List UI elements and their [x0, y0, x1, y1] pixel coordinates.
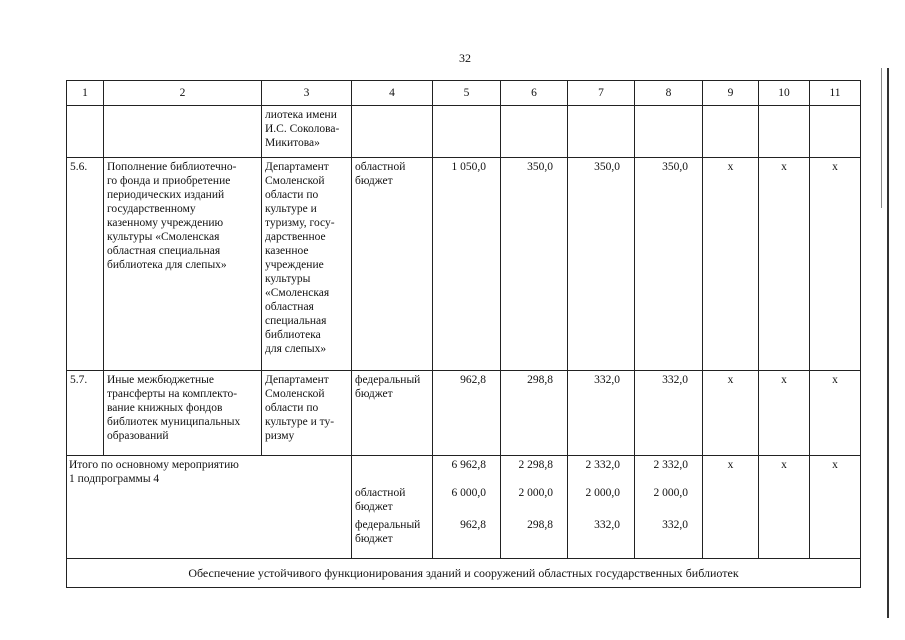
header-cell: 2 [104, 81, 262, 106]
header-cell: 7 [568, 81, 635, 106]
value-cell: 1 050,0 [433, 158, 501, 371]
value-cell: х [703, 158, 759, 371]
header-cell: 4 [352, 81, 433, 106]
total-row [67, 456, 861, 559]
total-label: Итого по основному мероприятию 1 подпрограммы 4 [67, 456, 352, 559]
row-number: 5.7. [67, 371, 104, 456]
header-row [67, 81, 861, 106]
value-cell: 298,8 [501, 371, 568, 456]
header-cell: 11 [810, 81, 861, 106]
measure-name: Иные межбюджетные трансферты на комплекто- вание книжных фондов библиотек муниципальных образований [104, 371, 262, 456]
value-cell: 332,0 [635, 371, 703, 456]
table-row [67, 158, 861, 371]
value-cell: х [810, 456, 861, 559]
continued-row [67, 106, 861, 158]
value-cell: х [703, 456, 759, 559]
value-cell: х [810, 371, 861, 456]
funding-source: федеральный бюджет [352, 371, 433, 456]
value-cell: х [759, 158, 810, 371]
value-cell: 332,0 [568, 371, 635, 456]
section-title: Обеспечение устойчивого функционирования зданий и сооружений областных государственных библиотек [67, 559, 861, 588]
scan-edge-line [881, 68, 882, 208]
value-cell: 2 332,0 2 000,0 332,0 [635, 456, 703, 559]
table-row [67, 371, 861, 456]
value-cell: 2 298,8 2 000,0 298,8 [501, 456, 568, 559]
header-cell: 6 [501, 81, 568, 106]
value-cell: х [703, 371, 759, 456]
value-cell: 350,0 [635, 158, 703, 371]
funding-source: областной бюджет федеральный бюджет [352, 456, 433, 559]
value-cell: х [759, 456, 810, 559]
value-cell: 6 962,8 6 000,0 962,8 [433, 456, 501, 559]
header-cell: 1 [67, 81, 104, 106]
value-cell: 2 332,0 2 000,0 332,0 [568, 456, 635, 559]
header-cell: 5 [433, 81, 501, 106]
page-number: 32 [459, 51, 471, 65]
budget-table [66, 80, 861, 588]
value-cell: 350,0 [568, 158, 635, 371]
value-cell: 962,8 [433, 371, 501, 456]
scan-edge-line [887, 68, 889, 618]
value-cell: х [759, 371, 810, 456]
header-cell: 9 [703, 81, 759, 106]
header-cell: 10 [759, 81, 810, 106]
measure-name: Пополнение библиотечно- го фонда и приобретение периодических изданий государственному казенному учреждению культуры «Смоленская областная специальная библиотека для слепых» [104, 158, 262, 371]
executor-cell: лиотека имени И.С. Соколова- Микитова» [262, 106, 352, 158]
executor-cell: Департамент Смоленской области по культуре и туризму, госу- дарственное казенное учреждение культуры «Смоленская областная специальная библиотека для слепых» [262, 158, 352, 371]
section-title-row [67, 559, 861, 588]
funding-source: областной бюджет [352, 158, 433, 371]
executor-cell: Департамент Смоленской области по культуре и ту- ризму [262, 371, 352, 456]
header-cell: 8 [635, 81, 703, 106]
value-cell: 350,0 [501, 158, 568, 371]
value-cell: х [810, 158, 861, 371]
row-number: 5.6. [67, 158, 104, 371]
header-cell: 3 [262, 81, 352, 106]
